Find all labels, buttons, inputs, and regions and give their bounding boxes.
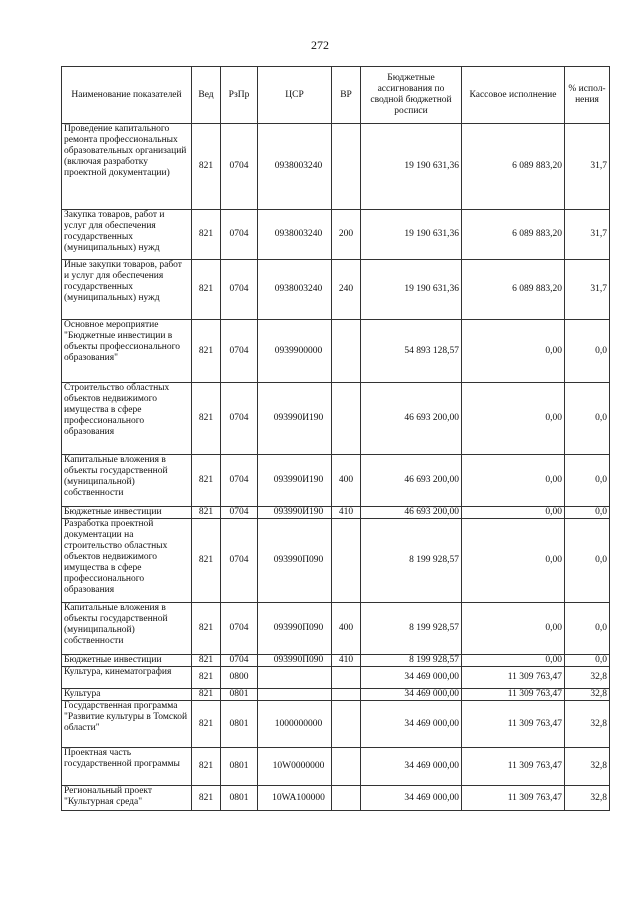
- table-row: [62, 260, 610, 320]
- cell-ved: 821: [192, 124, 221, 210]
- cell-vr: [332, 701, 361, 748]
- cell-vr: 200: [332, 210, 361, 260]
- cell-rzpr: 0704: [221, 655, 258, 667]
- cell-assign: 34 469 000,00: [361, 786, 462, 811]
- cell-cash: 11 309 763,47: [462, 667, 565, 689]
- cell-ved: 821: [192, 786, 221, 811]
- cell-name: Строительство областных объектов недвижимого имущества в сфере профессионального образования: [62, 383, 192, 455]
- cell-vr: [332, 786, 361, 811]
- cell-rzpr: 0704: [221, 124, 258, 210]
- cell-ved: 821: [192, 260, 221, 320]
- cell-assign: 34 469 000,00: [361, 748, 462, 786]
- cell-vr: [332, 689, 361, 701]
- cell-pct: 0,0: [565, 320, 610, 383]
- cell-pct: 0,0: [565, 507, 610, 519]
- cell-name: Культура, кинематография: [62, 667, 192, 689]
- cell-cash: 11 309 763,47: [462, 689, 565, 701]
- cell-csr: 0938003240: [258, 210, 332, 260]
- cell-vr: 400: [332, 603, 361, 655]
- cell-pct: 32,8: [565, 786, 610, 811]
- cell-cash: 11 309 763,47: [462, 701, 565, 748]
- cell-cash: 0,00: [462, 507, 565, 519]
- cell-assign: 54 893 128,57: [361, 320, 462, 383]
- cell-pct: 31,7: [565, 210, 610, 260]
- cell-pct: 32,8: [565, 748, 610, 786]
- cell-cash: 6 089 883,20: [462, 124, 565, 210]
- cell-ved: 821: [192, 689, 221, 701]
- cell-cash: 11 309 763,47: [462, 748, 565, 786]
- cell-cash: 0,00: [462, 519, 565, 603]
- cell-assign: 46 693 200,00: [361, 507, 462, 519]
- cell-pct: 32,8: [565, 701, 610, 748]
- cell-cash: 0,00: [462, 455, 565, 507]
- table-row: [62, 748, 610, 786]
- table-row: [62, 655, 610, 667]
- cell-ved: 821: [192, 748, 221, 786]
- cell-rzpr: 0704: [221, 210, 258, 260]
- table-row: [62, 519, 610, 603]
- cell-cash: 0,00: [462, 320, 565, 383]
- cell-vr: 240: [332, 260, 361, 320]
- cell-name: Бюджетные инвестиции: [62, 507, 192, 519]
- cell-rzpr: 0800: [221, 667, 258, 689]
- page-number: 272: [311, 38, 329, 52]
- cell-csr: 093990П090: [258, 603, 332, 655]
- cell-csr: 0938003240: [258, 260, 332, 320]
- cell-pct: 0,0: [565, 519, 610, 603]
- header-rzpr: РзПр: [221, 67, 258, 124]
- cell-ved: 821: [192, 210, 221, 260]
- cell-rzpr: 0801: [221, 701, 258, 748]
- cell-pct: 0,0: [565, 603, 610, 655]
- cell-rzpr: 0704: [221, 603, 258, 655]
- cell-ved: 821: [192, 507, 221, 519]
- table-row: [62, 455, 610, 507]
- cell-rzpr: 0801: [221, 689, 258, 701]
- cell-vr: [332, 124, 361, 210]
- cell-assign: 8 199 928,57: [361, 603, 462, 655]
- cell-csr: 0939900000: [258, 320, 332, 383]
- header-csr: ЦСР: [258, 67, 332, 124]
- cell-vr: [332, 383, 361, 455]
- cell-name: Капитальные вложения в объекты государственной (муниципальной) собственности: [62, 455, 192, 507]
- cell-vr: [332, 667, 361, 689]
- table-row: [62, 210, 610, 260]
- cell-vr: [332, 748, 361, 786]
- table-row: [62, 786, 610, 811]
- cell-assign: 34 469 000,00: [361, 667, 462, 689]
- cell-assign: 19 190 631,36: [361, 210, 462, 260]
- cell-name: Капитальные вложения в объекты государственной (муниципальной) собственности: [62, 603, 192, 655]
- header-vr: ВР: [332, 67, 361, 124]
- cell-csr: 093990И190: [258, 455, 332, 507]
- cell-cash: 6 089 883,20: [462, 260, 565, 320]
- cell-csr: 10WA100000: [258, 786, 332, 811]
- cell-name: Бюджетные инвестиции: [62, 655, 192, 667]
- cell-csr: 093990И190: [258, 383, 332, 455]
- cell-name: Иные закупки товаров, работ и услуг для обеспечения государственных (муниципальных) нужд: [62, 260, 192, 320]
- cell-csr: 10W0000000: [258, 748, 332, 786]
- header-name: Наименование показателей: [62, 67, 192, 124]
- header-percent: % испол-нения: [565, 67, 610, 124]
- cell-pct: 32,8: [565, 667, 610, 689]
- cell-csr: 093990П090: [258, 655, 332, 667]
- cell-vr: 410: [332, 655, 361, 667]
- table-row: [62, 667, 610, 689]
- cell-assign: 19 190 631,36: [361, 260, 462, 320]
- cell-name: Закупка товаров, работ и услуг для обеспечения государственных (муниципальных) нужд: [62, 210, 192, 260]
- table-row: [62, 603, 610, 655]
- header-assignments: Бюджетные ассигнования по сводной бюджетной росписи: [361, 67, 462, 124]
- cell-rzpr: 0704: [221, 260, 258, 320]
- cell-rzpr: 0704: [221, 507, 258, 519]
- cell-name: Культура: [62, 689, 192, 701]
- cell-assign: 8 199 928,57: [361, 519, 462, 603]
- cell-pct: 0,0: [565, 455, 610, 507]
- cell-ved: 821: [192, 383, 221, 455]
- cell-name: Разработка проектной документации на строительство областных объектов недвижимого имущества в сфере профессионального образования: [62, 519, 192, 603]
- cell-pct: 0,0: [565, 655, 610, 667]
- header-ved: Вед: [192, 67, 221, 124]
- cell-cash: 0,00: [462, 655, 565, 667]
- cell-csr: 1000000000: [258, 701, 332, 748]
- cell-rzpr: 0704: [221, 455, 258, 507]
- table-row: [62, 507, 610, 519]
- cell-rzpr: 0704: [221, 383, 258, 455]
- cell-assign: 46 693 200,00: [361, 455, 462, 507]
- cell-assign: 34 469 000,00: [361, 689, 462, 701]
- cell-pct: 32,8: [565, 689, 610, 701]
- cell-vr: [332, 519, 361, 603]
- cell-csr: 093990П090: [258, 519, 332, 603]
- cell-name: Региональный проект "Культурная среда": [62, 786, 192, 811]
- table-row: [62, 383, 610, 455]
- cell-assign: 34 469 000,00: [361, 701, 462, 748]
- cell-pct: 0,0: [565, 383, 610, 455]
- cell-ved: 821: [192, 455, 221, 507]
- cell-name: Государственная программа "Развитие культуры в Томской области": [62, 701, 192, 748]
- cell-vr: 410: [332, 507, 361, 519]
- cell-ved: 821: [192, 655, 221, 667]
- cell-name: Основное мероприятие "Бюджетные инвестиции в объекты профессионального образования": [62, 320, 192, 383]
- cell-cash: 0,00: [462, 603, 565, 655]
- cell-vr: [332, 320, 361, 383]
- cell-pct: 31,7: [565, 260, 610, 320]
- table-row: [62, 124, 610, 210]
- cell-pct: 31,7: [565, 124, 610, 210]
- cell-name: Проектная часть государственной программы: [62, 748, 192, 786]
- cell-assign: 46 693 200,00: [361, 383, 462, 455]
- cell-cash: 11 309 763,47: [462, 786, 565, 811]
- cell-ved: 821: [192, 603, 221, 655]
- cell-csr: [258, 667, 332, 689]
- cell-name: Проведение капитального ремонта профессиональных образовательных организаций (включая разработку проектной документации): [62, 124, 192, 210]
- cell-assign: 8 199 928,57: [361, 655, 462, 667]
- cell-ved: 821: [192, 320, 221, 383]
- cell-csr: [258, 689, 332, 701]
- cell-assign: 19 190 631,36: [361, 124, 462, 210]
- cell-rzpr: 0801: [221, 786, 258, 811]
- cell-rzpr: 0704: [221, 320, 258, 383]
- cell-csr: 093990И190: [258, 507, 332, 519]
- table-row: [62, 320, 610, 383]
- cell-rzpr: 0801: [221, 748, 258, 786]
- cell-ved: 821: [192, 519, 221, 603]
- cell-rzpr: 0704: [221, 519, 258, 603]
- header-cash-execution: Кассовое исполнение: [462, 67, 565, 124]
- table-row: [62, 689, 610, 701]
- cell-ved: 821: [192, 701, 221, 748]
- cell-cash: 6 089 883,20: [462, 210, 565, 260]
- cell-csr: 0938003240: [258, 124, 332, 210]
- cell-vr: 400: [332, 455, 361, 507]
- budget-table: [61, 66, 610, 811]
- table-row: [62, 701, 610, 748]
- cell-ved: 821: [192, 667, 221, 689]
- cell-cash: 0,00: [462, 383, 565, 455]
